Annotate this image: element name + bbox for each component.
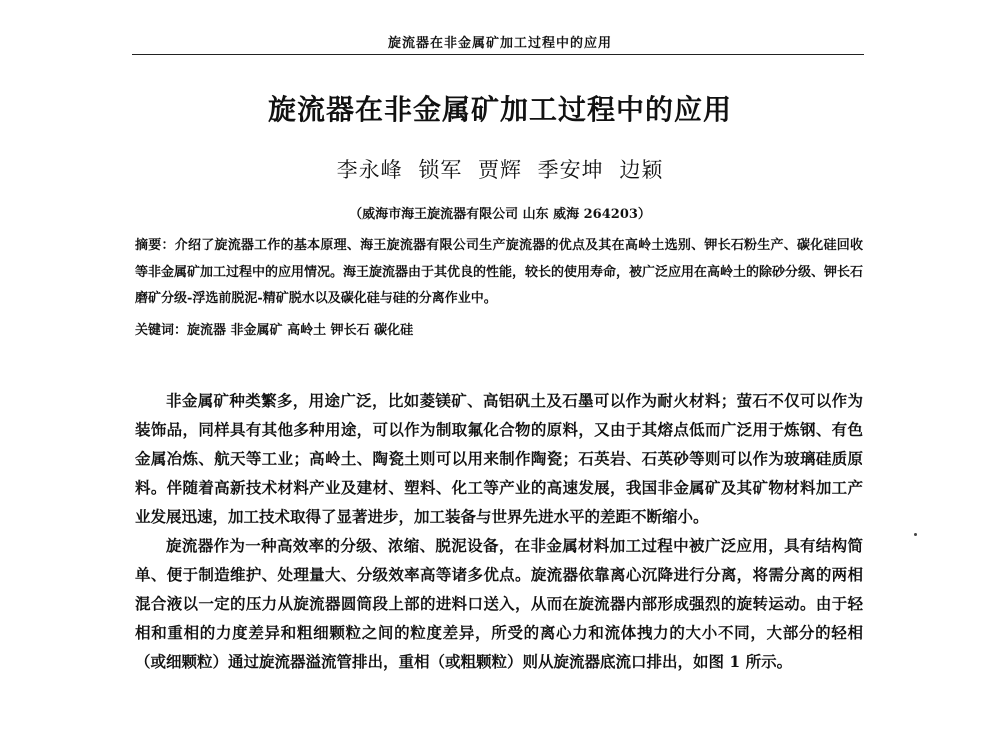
author-list: 李永峰 锁军 贾辉 季安坤 边颖 <box>336 158 664 182</box>
body-paragraph: 旋流器作为一种高效率的分级、浓缩、脱泥设备，在非金属材料加工过程中被广泛应用，具有结构简单、便于制造维护、处理量大、分级效率高等诸多优点。旋流器依靠离心沉降进行分离，将需分离的两相混合液以一定的压力从旋流器圆筒段上部的进料口送入，从而在旋流器内部形成强烈的旋转运动。由于轻相和重相的力度差异和粗细颗粒之间的粒度差异，所受的离心力和流体拽力的大小不同，大部分的轻相（或细颗粒）通过旋流器溢流管排出，重相（或粗颗粒）则从旋流器底流口排出，如图 1 所示。 <box>135 536 863 671</box>
header-rule <box>132 54 864 55</box>
body-text <box>135 386 863 676</box>
affiliation: （威海市海王旋流器有限公司 山东 威海 264203） <box>349 207 651 222</box>
keywords <box>135 318 863 344</box>
scan-speck <box>914 533 917 536</box>
abstract <box>135 233 863 313</box>
abstract-label: 摘要： <box>135 238 175 253</box>
keywords-label: 关键词： <box>135 323 188 338</box>
body-paragraph: 非金属矿种类繁多，用途广泛，比如菱镁矿、高铝矾土及石墨可以作为耐火材料；萤石不仅可以作为装饰品，同样具有其他多种用途，可以作为制取氟化合物的原料，又由于其熔点低而广泛用于炼钢、有色金属冶炼、航天等工业；高岭土、陶瓷土则可以用来制作陶瓷；石英岩、石英砂等则可以作为玻璃硅质原料。伴随着高新技术材料产业及建材、塑料、化工等产业的高速发展，我国非金属矿及其矿物材料加工产业发展迅速，加工技术取得了显著进步，加工装备与世界先进水平的差距不断缩小。 <box>135 391 863 526</box>
keywords-text: 旋流器 非金属矿 高岭土 钾长石 碳化硅 <box>187 323 414 338</box>
running-header: 旋流器在非金属矿加工过程中的应用 <box>387 36 612 51</box>
paper-title: 旋流器在非金属矿加工过程中的应用 <box>267 93 732 126</box>
abstract-text: 介绍了旋流器工作的基本原理、海王旋流器有限公司生产旋流器的优点及其在高岭土选别、钾长石粉生产、碳化硅回收等非金属矿加工过程中的应用情况。海王旋流器由于其优良的性能，较长的使用寿命，被广泛应用在高岭土的除砂分级、钾长石磨矿分级-浮选前脱泥-精矿脱水以及碳化硅与硅的分离作业中。 <box>135 238 864 306</box>
